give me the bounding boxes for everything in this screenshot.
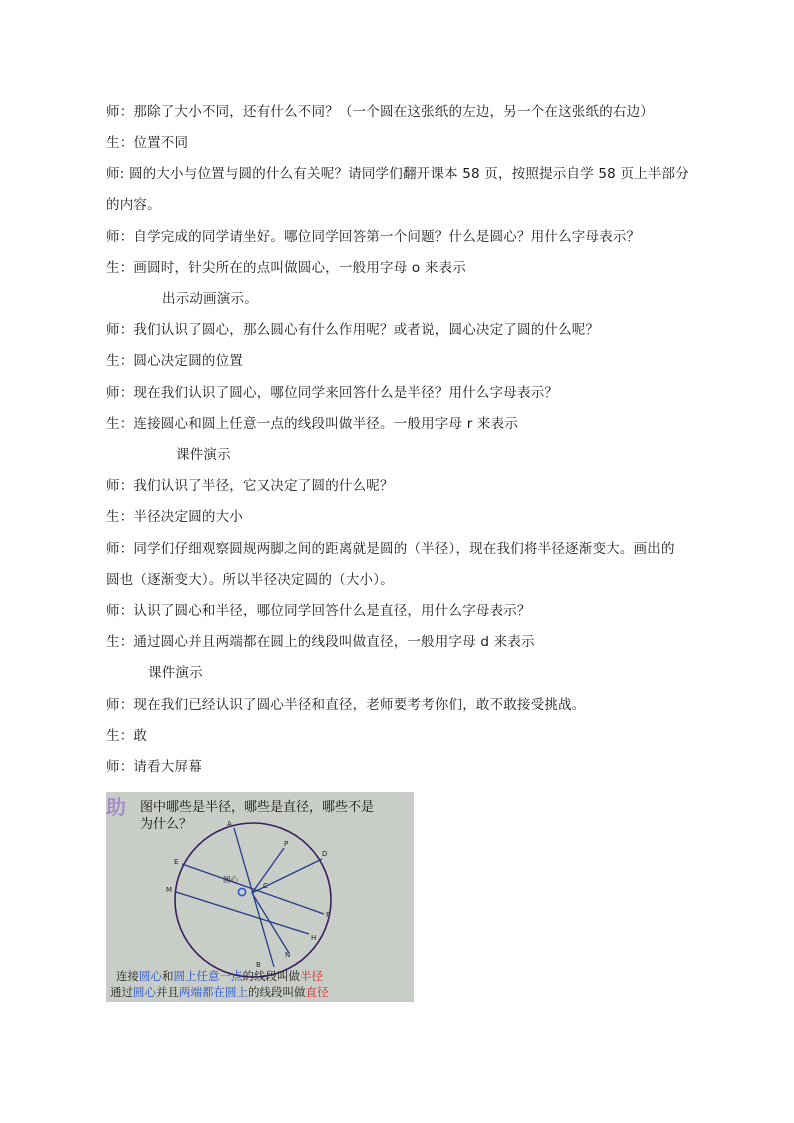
segment-ef xyxy=(182,864,324,914)
dialogue-line-5: 师：自学完成的同学请坐好。哪位同学回答第一个问题？什么是圆心？用什么字母表示？ xyxy=(106,229,641,245)
dialogue-line-15: 师：认识了圆心和半径，哪位同学回答什么是直径，用什么字母表示？ xyxy=(106,603,531,619)
label-n: N xyxy=(285,951,291,959)
dialogue-line-6: 生：画圆时，针尖所在的点叫做圆心，一般用字母 o 来表示 xyxy=(106,260,466,276)
center-label: 圆心 xyxy=(223,875,238,884)
stage-direction-2: 课件演示 xyxy=(176,447,231,463)
slide-photo xyxy=(106,792,414,1002)
dialogue-line-9: 师：现在我们认识了圆心，哪位同学来回答什么是半径？用什么字母表示？ xyxy=(106,385,559,401)
dialogue-line-3: 师: 圆的大小与位置与圆的什么有关呢？请同学们翻开课本 58 页，按照提示自学 58 页上半部分 xyxy=(106,166,689,182)
stage-direction-3: 课件演示 xyxy=(148,665,203,681)
dialogue-line-13: 师：同学们仔细观察圆规两脚之间的距离就是圆的（半径），现在我们将半径逐渐变大。画出的 xyxy=(106,541,675,557)
dialogue-line-12: 生：半径决定圆的大小 xyxy=(106,509,243,525)
label-e: E xyxy=(174,858,179,866)
dialogue-line-4: 的内容。 xyxy=(106,197,161,213)
slide-question-line-2: 为什么？ xyxy=(140,817,193,832)
dialogue-line-18: 生：敢 xyxy=(106,728,148,744)
segment-cn xyxy=(252,893,289,953)
dialogue-line-17: 师：现在我们已经认识了圆心半径和直径，老师要考考你们，敢不敢接受挑战。 xyxy=(106,697,586,713)
segments xyxy=(176,828,324,967)
label-p: P xyxy=(284,840,289,848)
label-c: C xyxy=(263,882,268,890)
dialogue-line-14: 圆也（逐渐变大）。所以半径决定圆的（大小）。 xyxy=(106,572,394,588)
segment-cp xyxy=(252,848,284,893)
label-f: F xyxy=(326,911,331,919)
center-marker xyxy=(238,888,245,895)
label-d: D xyxy=(322,850,328,858)
label-h: H xyxy=(311,934,317,942)
dialogue-line-10: 生：连接圆心和圆上任意一点的线段叫做半径。一般用字母 r 来表示 xyxy=(106,416,519,432)
label-b: B xyxy=(256,961,261,969)
diameter-definition: 通过圆心并且两端都在圆上的线段叫做直径 xyxy=(110,985,329,999)
segment-mh xyxy=(176,892,309,934)
circle-outline xyxy=(175,823,331,977)
dialogue-line-16: 生：通过圆心并且两端都在圆上的线段叫做直径，一般用字母 d 来表示 xyxy=(106,634,535,650)
slide-question-line-1: 图中哪些是半径，哪些是直径，哪些不是 xyxy=(140,800,375,815)
stage-direction-1: 出示动画演示。 xyxy=(162,291,258,307)
label-m: M xyxy=(166,886,173,894)
dialogue-line-8: 生：圆心决定圆的位置 xyxy=(106,353,243,369)
label-a: A xyxy=(227,820,232,828)
segment-ab xyxy=(234,828,274,967)
dialogue-line-1: 师：那除了大小不同，还有什么不同？（一个圆在这张纸的左边，另一个在这张纸的右边） xyxy=(106,104,654,120)
radius-definition: 连接圆心和圆上任意一点的线段叫做半径 xyxy=(116,969,323,983)
dialogue-line-2: 生：位置不同 xyxy=(106,135,189,151)
dialogue-line-11: 师：我们认识了半径，它又决定了圆的什么呢？ xyxy=(106,478,394,494)
slide-logo: 助 xyxy=(106,795,126,819)
dialogue-line-7: 师：我们认识了圆心，那么圆心有什么作用呢？或者说，圆心决定了圆的什么呢？ xyxy=(106,322,600,338)
dialogue-line-19: 师：请看大屏幕 xyxy=(106,759,202,775)
